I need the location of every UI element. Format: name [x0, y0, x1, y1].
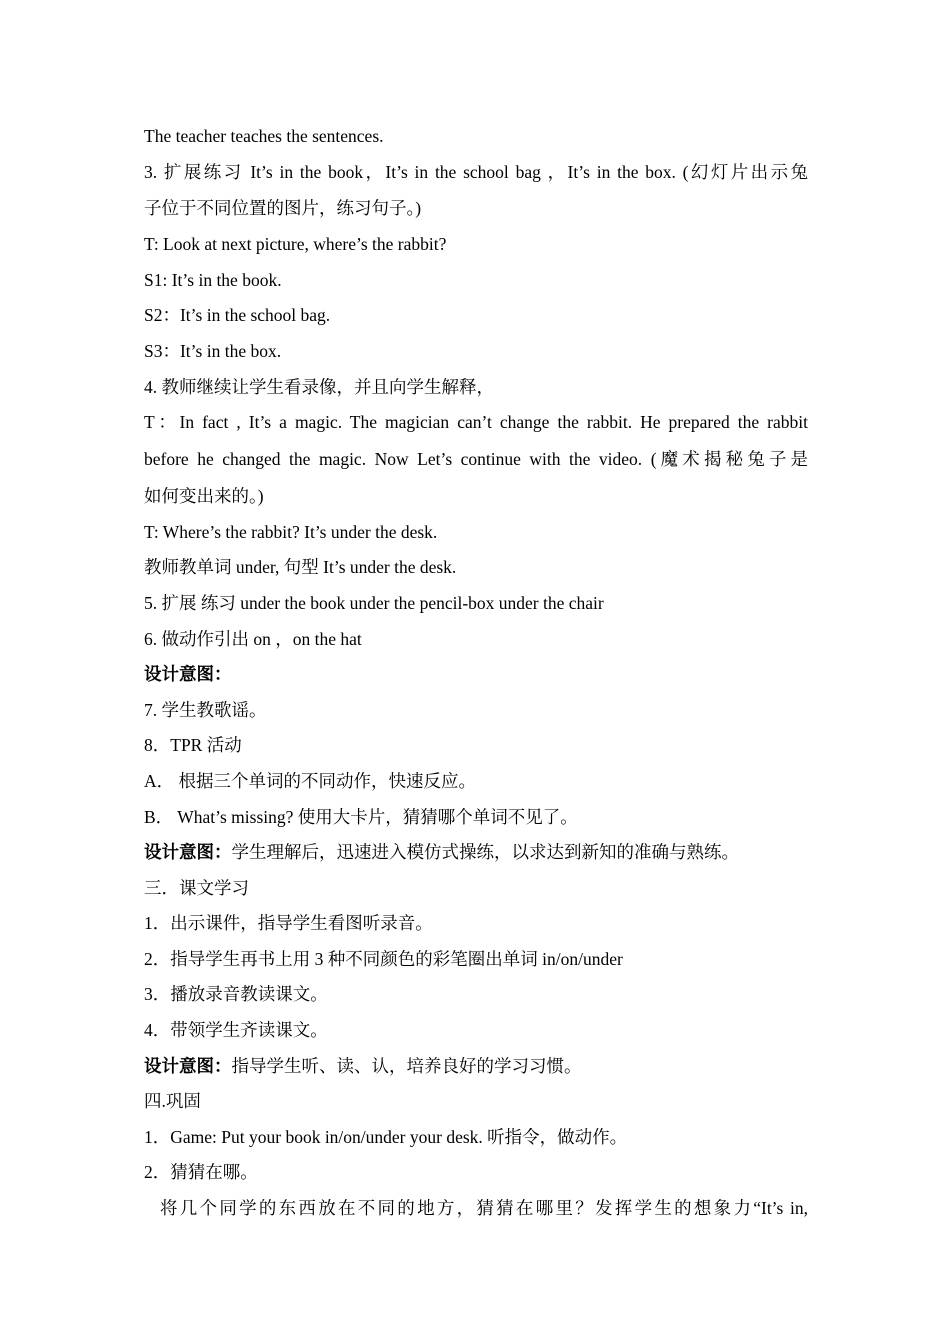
section-heading: 四.巩固	[144, 1091, 201, 1112]
text-line: 5. 扩展 练习 under the book under the pencil-box under the chair	[144, 592, 604, 613]
section-heading: 三．课文学习	[144, 877, 249, 898]
text-line: 4. 教师继续让学生看录像，并且向学生解释，	[144, 376, 494, 397]
text-line: 子位于不同位置的图片，练习句子。)	[144, 198, 422, 219]
design-intent-text: 指导学生听、读、认，培养良好的学习习惯。	[231, 1055, 582, 1076]
text-line: before he changed the magic. Now Let’s continue with the video. (魔术揭秘兔子是	[144, 448, 808, 469]
design-intent-text: 学生理解后，迅速进入模仿式操练，以求达到新知的准确与熟练。	[231, 842, 739, 863]
text-line: 2．指导学生再书上用 3 种不同颜色的彩笔圈出单词 in/on/under	[144, 948, 623, 969]
design-intent-heading: 设计意图：	[144, 664, 232, 685]
text-line: 将几个同学的东西放在不同的地方，猜猜在哪里？发挥学生的想象力“It’s in,	[160, 1198, 808, 1219]
text-line: 2．猜猜在哪。	[144, 1162, 258, 1183]
text-line: S1: It’s in the book.	[144, 269, 282, 290]
text-line: 3. 扩展练习 It’s in the book，It’s in the school bag ，It’s in the box. (幻灯片出示兔	[144, 161, 808, 182]
document-body	[144, 119, 808, 1227]
text-line: B． What’s missing? 使用大卡片，猜猜哪个单词不见了。	[144, 806, 578, 827]
text-line: The teacher teaches the sentences.	[144, 126, 384, 146]
text-line: 如何变出来的。)	[144, 485, 264, 506]
text-line: 8．TPR 活动	[144, 735, 242, 756]
text-line: S2：It’s in the school bag.	[144, 305, 331, 326]
text-line: T：In fact , It’s a magic. The magician can’t change the rabbit. He prepared the rabbit	[144, 412, 808, 433]
text-line: S3：It’s in the box.	[144, 340, 282, 361]
text-line: 1．出示课件，指导学生看图听录音。	[144, 913, 433, 934]
text-line: 3．播放录音教读课文。	[144, 984, 328, 1005]
design-intent-label: 设计意图：	[144, 1055, 232, 1076]
text-line: 7. 学生教歌谣。	[144, 699, 267, 720]
text-line: A． 根据三个单词的不同动作，快速反应。	[144, 770, 477, 791]
text-line: 4．带领学生齐读课文。	[144, 1020, 328, 1041]
text-line: 6. 做动作引出 on ，on the hat	[144, 628, 362, 649]
text-line: 1．Game: Put your book in/on/under your desk. 听指令，做动作。	[144, 1126, 628, 1147]
text-line: T: Look at next picture, where’s the rabbit?	[144, 234, 447, 255]
design-intent-line	[144, 835, 808, 871]
text-line: T: Where’s the rabbit? It’s under the desk.	[144, 521, 438, 542]
design-intent-label: 设计意图：	[144, 842, 232, 863]
design-intent-line	[144, 1049, 808, 1085]
text-line: 教师教单词 under, 句型 It’s under the desk.	[144, 557, 457, 578]
